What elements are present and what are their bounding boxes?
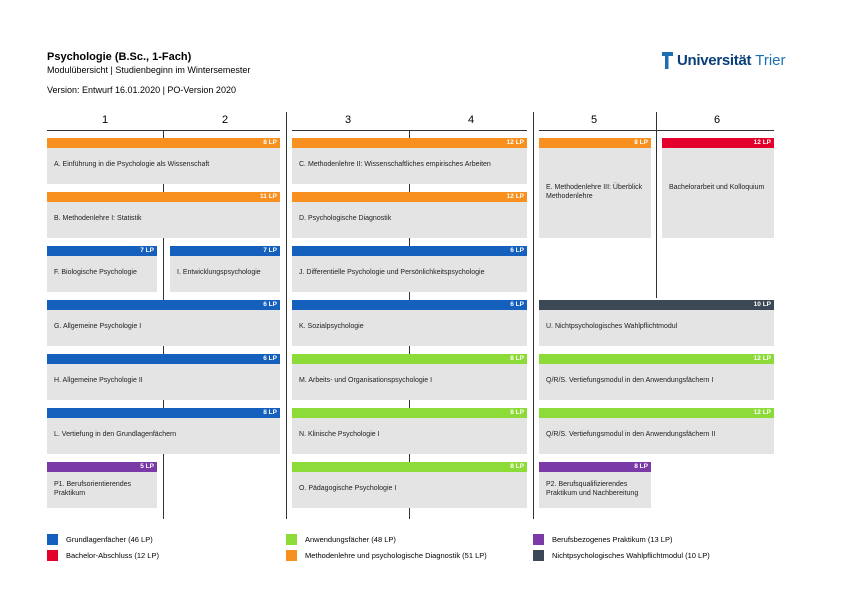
legend-label: Berufsbezogenes Praktikum (13 LP) bbox=[552, 534, 673, 544]
module-card[interactable] bbox=[170, 246, 280, 292]
credit-badge: 8 LP bbox=[292, 354, 527, 364]
year-divider-2-3 bbox=[533, 112, 534, 519]
module-title: D. Psychologische Diagnostik bbox=[299, 215, 392, 222]
credit-badge: 8 LP bbox=[292, 462, 527, 472]
legend-label: Nichtpsychologisches Wahlpflichtmodul (10 LP) bbox=[552, 550, 710, 560]
legend-swatch bbox=[286, 534, 297, 545]
credit-badge: 6 LP bbox=[47, 300, 280, 310]
logo-text-university: Universität bbox=[677, 51, 752, 69]
module-title: O. Pädagogische Psychologie I bbox=[299, 485, 397, 492]
module-card[interactable] bbox=[539, 462, 651, 508]
credit-badge: 12 LP bbox=[539, 354, 774, 364]
version-info: Version: Entwurf 16.01.2020 | PO-Version 2020 bbox=[47, 85, 236, 95]
module-title: C. Methodenlehre II: Wissenschaftliches empirisches Arbeiten bbox=[299, 161, 491, 168]
module-title: P1. Berufsorientierendes Praktikum bbox=[54, 481, 132, 497]
credit-badge: 8 LP bbox=[539, 138, 651, 148]
module-title: A. Einführung in die Psychologie als Wissenschaft bbox=[54, 161, 210, 168]
credit-badge: 8 LP bbox=[539, 462, 651, 472]
module-card[interactable] bbox=[47, 408, 280, 454]
legend-label: Methodenlehre und psychologische Diagnostik (51 LP) bbox=[305, 550, 487, 560]
module-card[interactable] bbox=[292, 300, 527, 346]
semester-label-3: 3 bbox=[344, 114, 352, 126]
module-card[interactable] bbox=[539, 408, 774, 454]
legend-label: Bachelor-Abschluss (12 LP) bbox=[66, 550, 159, 560]
module-card[interactable] bbox=[47, 462, 157, 508]
credit-badge: 5 LP bbox=[47, 462, 157, 472]
module-title: P2. Berufsqualifizierendes Praktikum und Nachbereitung bbox=[546, 481, 639, 497]
credit-badge: 7 LP bbox=[170, 246, 280, 256]
module-title: M. Arbeits- und Organisationspsychologie I bbox=[299, 377, 433, 384]
year-divider-1-2 bbox=[286, 112, 287, 519]
legend-swatch bbox=[47, 550, 58, 561]
legend-label: Grundlagenfächer (46 LP) bbox=[66, 534, 153, 544]
logo-text-trier: Trier bbox=[755, 51, 786, 69]
semester-divider-5-6 bbox=[656, 112, 657, 298]
module-card[interactable] bbox=[539, 138, 651, 238]
legend-swatch bbox=[286, 550, 297, 561]
credit-badge: 8 LP bbox=[47, 408, 280, 418]
module-card[interactable] bbox=[47, 354, 280, 400]
module-card[interactable] bbox=[292, 408, 527, 454]
legend-swatch bbox=[533, 534, 544, 545]
legend-label: Anwendungsfächer (48 LP) bbox=[305, 534, 396, 544]
page-subtitle: Modulübersicht | Studienbeginn im Wintersemester bbox=[47, 65, 251, 75]
module-title: U. Nichtpsychologisches Wahlpflichtmodul bbox=[546, 323, 678, 330]
credit-badge: 6 LP bbox=[47, 354, 280, 364]
semester-label-6: 6 bbox=[713, 114, 721, 126]
module-card[interactable] bbox=[292, 354, 527, 400]
module-title: J. Differentielle Psychologie und Persönlichkeitspsychologie bbox=[299, 269, 485, 276]
module-card[interactable] bbox=[47, 246, 157, 292]
semester-label-5: 5 bbox=[590, 114, 598, 126]
legend-swatch bbox=[533, 550, 544, 561]
module-card[interactable] bbox=[539, 354, 774, 400]
credit-badge: 12 LP bbox=[292, 192, 527, 202]
module-title: E. Methodenlehre III: Überblick Methodenlehre bbox=[546, 184, 643, 200]
module-card[interactable] bbox=[662, 138, 774, 238]
credit-badge: 7 LP bbox=[47, 246, 157, 256]
legend-item bbox=[533, 533, 672, 545]
semester-label-2: 2 bbox=[221, 114, 229, 126]
university-logo bbox=[662, 50, 786, 70]
module-card[interactable] bbox=[47, 192, 280, 238]
module-title: K. Sozialpsychologie bbox=[299, 323, 364, 330]
module-card[interactable] bbox=[47, 300, 280, 346]
module-card[interactable] bbox=[47, 138, 280, 184]
semester-label-4: 4 bbox=[467, 114, 475, 126]
module-card[interactable] bbox=[539, 300, 774, 346]
module-title: L. Vertiefung in den Grundlagenfächern bbox=[54, 431, 177, 438]
module-card[interactable] bbox=[292, 138, 527, 184]
module-card[interactable] bbox=[292, 462, 527, 508]
module-title: H. Allgemeine Psychologie II bbox=[54, 377, 143, 384]
module-card[interactable] bbox=[292, 246, 527, 292]
module-title: I. Entwicklungspsychologie bbox=[177, 269, 261, 276]
module-card[interactable] bbox=[292, 192, 527, 238]
semester-label-1: 1 bbox=[101, 114, 109, 126]
legend-item bbox=[286, 549, 487, 561]
module-title: Bachelorarbeit und Kolloquium bbox=[669, 184, 765, 191]
module-title: B. Methodenlehre I: Statistik bbox=[54, 215, 142, 222]
legend-item bbox=[286, 533, 396, 545]
credit-badge: 6 LP bbox=[292, 300, 527, 310]
credit-badge: 10 LP bbox=[539, 300, 774, 310]
module-title: N. Klinische Psychologie I bbox=[299, 431, 380, 438]
module-title: F. Biologische Psychologie bbox=[54, 269, 137, 276]
credit-badge: 6 LP bbox=[292, 246, 527, 256]
legend-item bbox=[533, 549, 710, 561]
credit-badge: 8 LP bbox=[47, 138, 280, 148]
module-title: Q/R/S. Vertiefungsmodul in den Anwendungsfächern I bbox=[546, 377, 714, 384]
credit-badge: 12 LP bbox=[292, 138, 527, 148]
credit-badge: 12 LP bbox=[662, 138, 774, 148]
module-title: G. Allgemeine Psychologie I bbox=[54, 323, 142, 330]
legend-item bbox=[47, 533, 153, 545]
page-title: Psychologie (B.Sc., 1-Fach) bbox=[47, 51, 192, 63]
legend-swatch bbox=[47, 534, 58, 545]
module-title: Q/R/S. Vertiefungsmodul in den Anwendungsfächern II bbox=[546, 431, 716, 438]
legend-item bbox=[47, 549, 159, 561]
credit-badge: 12 LP bbox=[539, 408, 774, 418]
credit-badge: 11 LP bbox=[47, 192, 280, 202]
credit-badge: 8 LP bbox=[292, 408, 527, 418]
university-logo-icon bbox=[662, 52, 673, 69]
